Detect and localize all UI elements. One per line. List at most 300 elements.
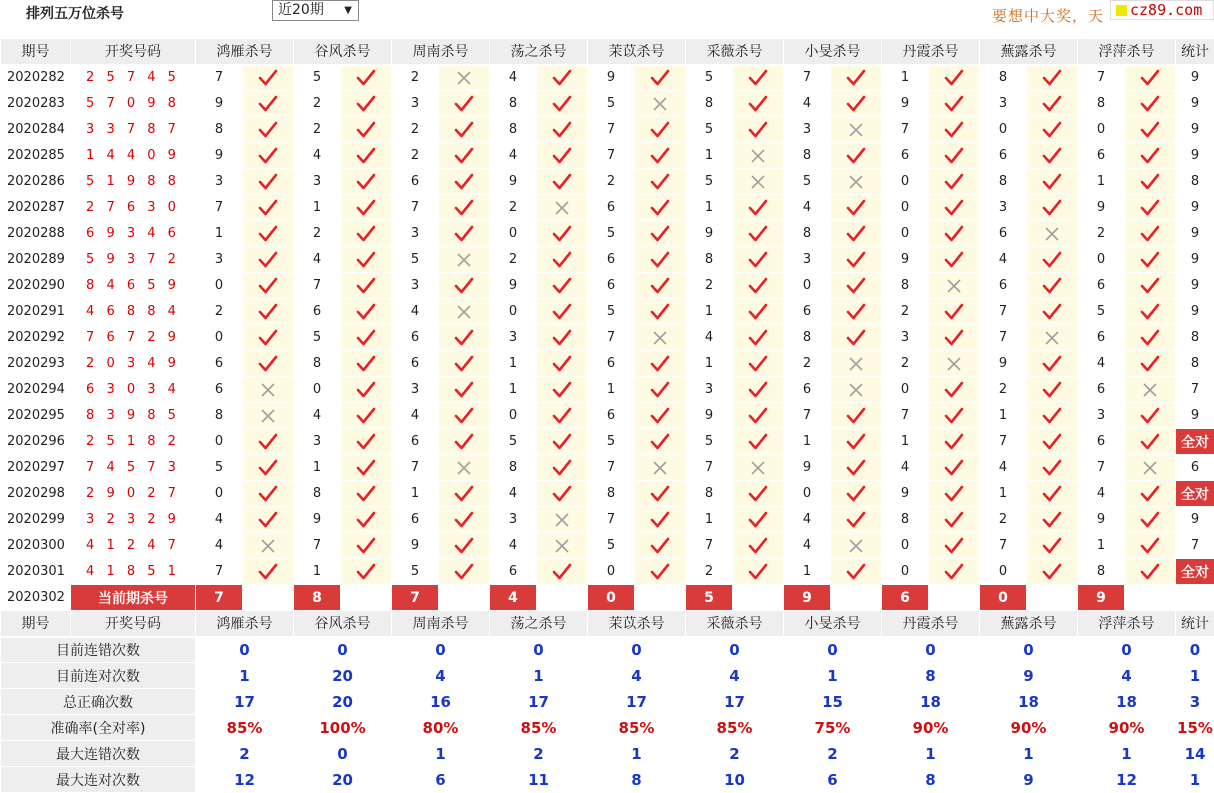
check-icon bbox=[356, 277, 376, 295]
check-icon bbox=[748, 433, 768, 451]
check-icon bbox=[356, 511, 376, 529]
result-mark-cell bbox=[1125, 429, 1176, 455]
result-mark-cell bbox=[733, 273, 784, 299]
result-mark-cell bbox=[929, 325, 980, 351]
kill-number-cell: 7 bbox=[1078, 65, 1125, 91]
kill-number-cell: 3 bbox=[392, 377, 439, 403]
kill-number-cell: 8 bbox=[686, 91, 733, 117]
check-icon bbox=[1140, 173, 1160, 191]
check-icon bbox=[1140, 69, 1160, 87]
kill-number-cell: 5 bbox=[588, 91, 635, 117]
result-mark-cell bbox=[341, 91, 392, 117]
summary-value: 3 bbox=[1176, 689, 1214, 715]
kill-number-cell: 4 bbox=[784, 91, 831, 117]
stat-cell: 9 bbox=[1176, 117, 1214, 143]
kill-number-cell: 6 bbox=[1078, 429, 1125, 455]
result-mark-cell bbox=[831, 117, 882, 143]
check-icon bbox=[258, 355, 278, 373]
cross-icon bbox=[260, 382, 276, 398]
current-period-row bbox=[1, 585, 1214, 611]
result-mark-cell bbox=[831, 455, 882, 481]
draw-number-cell: 5 1 9 8 8 bbox=[71, 169, 196, 195]
check-icon bbox=[356, 381, 376, 399]
result-mark-cell bbox=[733, 507, 784, 533]
result-mark-cell bbox=[635, 143, 686, 169]
check-icon bbox=[356, 407, 376, 425]
table-row bbox=[1, 117, 1214, 143]
kill-number-cell: 4 bbox=[392, 403, 439, 429]
check-icon bbox=[944, 485, 964, 503]
result-mark-cell bbox=[831, 195, 882, 221]
result-mark-cell bbox=[439, 507, 490, 533]
summary-value: 6 bbox=[392, 767, 490, 793]
kill-number-cell: 2 bbox=[980, 507, 1027, 533]
check-icon bbox=[846, 277, 866, 295]
draw-number-cell: 7 4 5 7 3 bbox=[71, 455, 196, 481]
logo-text: cz89.com bbox=[1130, 1, 1203, 19]
check-icon bbox=[846, 69, 866, 87]
header-expert: 浮萍杀号 bbox=[1078, 39, 1176, 65]
header-expert: 丹霞杀号 bbox=[882, 39, 980, 65]
cross-icon bbox=[456, 70, 472, 86]
result-mark-cell bbox=[537, 455, 588, 481]
kill-number-cell: 5 bbox=[294, 65, 341, 91]
kill-number-cell: 5 bbox=[1078, 299, 1125, 325]
kill-number-cell: 4 bbox=[980, 247, 1027, 273]
check-icon bbox=[258, 563, 278, 581]
issue-cell: 2020295 bbox=[1, 403, 71, 429]
result-mark-cell bbox=[1125, 377, 1176, 403]
check-icon bbox=[748, 121, 768, 139]
cross-icon bbox=[652, 330, 668, 346]
summary-value: 0 bbox=[196, 637, 294, 663]
kill-number-cell: 7 bbox=[588, 455, 635, 481]
kill-number-cell: 7 bbox=[882, 117, 929, 143]
table-row bbox=[1, 195, 1214, 221]
check-icon bbox=[552, 173, 572, 191]
result-mark-cell bbox=[1027, 143, 1078, 169]
result-mark-cell bbox=[635, 507, 686, 533]
check-icon bbox=[1042, 355, 1062, 373]
cross-icon bbox=[848, 122, 864, 138]
kill-number-cell: 0 bbox=[980, 117, 1027, 143]
cross-icon bbox=[456, 252, 472, 268]
summary-value: 8 bbox=[882, 663, 980, 689]
kill-number-cell: 9 bbox=[392, 533, 439, 559]
kill-number-cell: 6 bbox=[882, 143, 929, 169]
summary-value: 0 bbox=[392, 637, 490, 663]
kill-number-cell: 5 bbox=[784, 169, 831, 195]
kill-number-cell: 0 bbox=[490, 299, 537, 325]
result-mark-cell bbox=[831, 351, 882, 377]
check-icon bbox=[650, 537, 670, 555]
kill-number-cell: 8 bbox=[588, 481, 635, 507]
draw-number-cell: 5 9 3 7 2 bbox=[71, 247, 196, 273]
current-kill-number: 5 bbox=[686, 585, 733, 611]
kill-number-cell: 8 bbox=[882, 273, 929, 299]
result-mark-cell bbox=[1125, 247, 1176, 273]
draw-number-cell: 1 4 4 0 9 bbox=[71, 143, 196, 169]
result-mark-cell bbox=[1027, 65, 1078, 91]
blank-cell bbox=[929, 585, 980, 611]
check-icon bbox=[552, 433, 572, 451]
check-icon bbox=[552, 381, 572, 399]
stat-cell: 9 bbox=[1176, 247, 1214, 273]
result-mark-cell bbox=[439, 325, 490, 351]
current-kill-number: 8 bbox=[294, 585, 341, 611]
summary-label: 总正确次数 bbox=[1, 689, 196, 715]
result-mark-cell bbox=[733, 325, 784, 351]
result-mark-cell bbox=[243, 351, 294, 377]
kill-number-cell: 4 bbox=[490, 481, 537, 507]
result-mark-cell bbox=[635, 65, 686, 91]
check-icon bbox=[1140, 407, 1160, 425]
check-icon bbox=[1042, 173, 1062, 191]
result-mark-cell bbox=[243, 429, 294, 455]
summary-value: 15% bbox=[1176, 715, 1214, 741]
kill-number-cell: 6 bbox=[392, 169, 439, 195]
summary-value: 1 bbox=[1176, 767, 1214, 793]
check-icon bbox=[258, 95, 278, 113]
kill-number-cell: 3 bbox=[294, 169, 341, 195]
result-mark-cell bbox=[635, 455, 686, 481]
check-icon bbox=[650, 251, 670, 269]
summary-value: 1 bbox=[490, 663, 588, 689]
result-mark-cell bbox=[929, 221, 980, 247]
check-icon bbox=[454, 147, 474, 165]
issue-cell: 2020297 bbox=[1, 455, 71, 481]
kill-number-cell: 0 bbox=[588, 559, 635, 585]
period-select[interactable] bbox=[272, 0, 359, 21]
check-icon bbox=[1042, 95, 1062, 113]
check-icon bbox=[748, 303, 768, 321]
check-icon bbox=[552, 251, 572, 269]
result-mark-cell bbox=[1027, 481, 1078, 507]
check-icon bbox=[1042, 433, 1062, 451]
check-icon bbox=[748, 537, 768, 555]
check-icon bbox=[944, 329, 964, 347]
result-mark-cell bbox=[831, 299, 882, 325]
check-icon bbox=[454, 563, 474, 581]
check-icon bbox=[1140, 225, 1160, 243]
result-mark-cell bbox=[341, 351, 392, 377]
result-mark-cell bbox=[733, 299, 784, 325]
result-mark-cell bbox=[929, 403, 980, 429]
kill-number-cell: 8 bbox=[294, 481, 341, 507]
check-icon bbox=[258, 433, 278, 451]
kill-number-cell: 2 bbox=[490, 195, 537, 221]
result-mark-cell bbox=[733, 559, 784, 585]
result-mark-cell bbox=[929, 195, 980, 221]
check-icon bbox=[748, 329, 768, 347]
kill-number-cell: 4 bbox=[490, 143, 537, 169]
result-mark-cell bbox=[537, 143, 588, 169]
cross-icon bbox=[260, 538, 276, 554]
issue-cell: 2020302 bbox=[1, 585, 71, 611]
check-icon bbox=[356, 563, 376, 581]
result-mark-cell bbox=[733, 403, 784, 429]
draw-number-cell: 2 5 1 8 2 bbox=[71, 429, 196, 455]
check-icon bbox=[552, 407, 572, 425]
result-mark-cell bbox=[1125, 325, 1176, 351]
result-mark-cell bbox=[831, 65, 882, 91]
kill-number-cell: 7 bbox=[1078, 455, 1125, 481]
summary-value: 80% bbox=[392, 715, 490, 741]
check-icon bbox=[748, 69, 768, 87]
kill-number-cell: 5 bbox=[686, 429, 733, 455]
result-mark-cell bbox=[929, 507, 980, 533]
site-logo[interactable] bbox=[1110, 0, 1214, 20]
kill-number-cell: 5 bbox=[294, 325, 341, 351]
issue-cell: 2020290 bbox=[1, 273, 71, 299]
kill-number-cell: 7 bbox=[784, 65, 831, 91]
check-icon bbox=[258, 251, 278, 269]
kill-number-cell: 7 bbox=[196, 195, 243, 221]
stat-cell: 9 bbox=[1176, 195, 1214, 221]
check-icon bbox=[454, 225, 474, 243]
kill-number-cell: 8 bbox=[1078, 559, 1125, 585]
check-icon bbox=[1140, 251, 1160, 269]
result-mark-cell bbox=[341, 273, 392, 299]
result-mark-cell bbox=[1125, 299, 1176, 325]
result-mark-cell bbox=[1125, 91, 1176, 117]
check-icon bbox=[356, 485, 376, 503]
summary-row bbox=[1, 741, 1214, 767]
result-mark-cell bbox=[537, 429, 588, 455]
cross-icon bbox=[1044, 330, 1060, 346]
kill-number-cell: 6 bbox=[1078, 377, 1125, 403]
current-kill-number: 7 bbox=[196, 585, 243, 611]
kill-number-cell: 0 bbox=[784, 273, 831, 299]
result-mark-cell bbox=[439, 91, 490, 117]
kill-number-cell: 6 bbox=[980, 273, 1027, 299]
table-row bbox=[1, 533, 1214, 559]
result-mark-cell bbox=[243, 299, 294, 325]
summary-value: 0 bbox=[882, 637, 980, 663]
result-mark-cell bbox=[537, 403, 588, 429]
result-mark-cell bbox=[929, 273, 980, 299]
result-mark-cell bbox=[341, 481, 392, 507]
summary-value: 90% bbox=[1078, 715, 1176, 741]
result-mark-cell bbox=[243, 169, 294, 195]
result-mark-cell bbox=[243, 403, 294, 429]
draw-number-cell: 7 6 7 2 9 bbox=[71, 325, 196, 351]
issue-cell: 2020285 bbox=[1, 143, 71, 169]
check-icon bbox=[846, 459, 866, 477]
check-icon bbox=[1042, 277, 1062, 295]
kill-number-cell: 9 bbox=[882, 91, 929, 117]
result-mark-cell bbox=[243, 273, 294, 299]
check-icon bbox=[552, 69, 572, 87]
check-icon bbox=[748, 95, 768, 113]
check-icon bbox=[356, 147, 376, 165]
result-mark-cell bbox=[831, 143, 882, 169]
kill-number-cell: 1 bbox=[882, 65, 929, 91]
summary-value: 12 bbox=[1078, 767, 1176, 793]
kill-number-cell: 4 bbox=[1078, 481, 1125, 507]
kill-number-cell: 9 bbox=[882, 481, 929, 507]
cross-icon bbox=[848, 538, 864, 554]
result-mark-cell bbox=[1027, 325, 1078, 351]
result-mark-cell bbox=[341, 117, 392, 143]
result-mark-cell bbox=[243, 247, 294, 273]
kill-number-cell: 2 bbox=[196, 299, 243, 325]
cross-icon bbox=[1142, 460, 1158, 476]
result-mark-cell bbox=[439, 559, 490, 585]
check-icon bbox=[454, 433, 474, 451]
summary-value: 2 bbox=[784, 741, 882, 767]
result-mark-cell bbox=[243, 117, 294, 143]
table-row bbox=[1, 351, 1214, 377]
result-mark-cell bbox=[733, 195, 784, 221]
result-mark-cell bbox=[439, 273, 490, 299]
summary-value: 0 bbox=[1176, 637, 1214, 663]
check-icon bbox=[552, 277, 572, 295]
kill-number-cell: 7 bbox=[392, 455, 439, 481]
result-mark-cell bbox=[1027, 91, 1078, 117]
kill-number-cell: 2 bbox=[784, 351, 831, 377]
table-row bbox=[1, 143, 1214, 169]
table-row bbox=[1, 247, 1214, 273]
draw-number-cell: 3 3 7 8 7 bbox=[71, 117, 196, 143]
summary-value: 0 bbox=[686, 637, 784, 663]
summary-label: 准确率(全对率) bbox=[1, 715, 196, 741]
kill-number-cell: 6 bbox=[980, 143, 1027, 169]
kill-number-cell: 8 bbox=[490, 117, 537, 143]
draw-number-cell: 2 0 3 4 9 bbox=[71, 351, 196, 377]
stat-cell: 7 bbox=[1176, 377, 1214, 403]
kill-number-cell: 8 bbox=[196, 117, 243, 143]
check-icon bbox=[748, 407, 768, 425]
result-mark-cell bbox=[537, 481, 588, 507]
result-mark-cell bbox=[635, 533, 686, 559]
check-icon bbox=[356, 225, 376, 243]
kill-number-cell: 6 bbox=[196, 377, 243, 403]
summary-value: 0 bbox=[784, 637, 882, 663]
result-mark-cell bbox=[439, 169, 490, 195]
result-mark-cell bbox=[733, 533, 784, 559]
result-mark-cell bbox=[439, 429, 490, 455]
check-icon bbox=[944, 459, 964, 477]
kill-number-cell: 6 bbox=[294, 299, 341, 325]
kill-number-cell: 3 bbox=[490, 507, 537, 533]
kill-number-cell: 3 bbox=[392, 273, 439, 299]
issue-cell: 2020282 bbox=[1, 65, 71, 91]
kill-number-cell: 1 bbox=[392, 481, 439, 507]
summary-value: 16 bbox=[392, 689, 490, 715]
table-row bbox=[1, 403, 1214, 429]
header-expert: 谷风杀号 bbox=[294, 611, 392, 637]
kill-number-cell: 4 bbox=[392, 299, 439, 325]
result-mark-cell bbox=[243, 221, 294, 247]
current-kill-number: 0 bbox=[588, 585, 635, 611]
check-icon bbox=[1042, 147, 1062, 165]
kill-number-cell: 1 bbox=[196, 221, 243, 247]
result-mark-cell bbox=[341, 299, 392, 325]
blank-cell bbox=[341, 585, 392, 611]
draw-number-cell: 4 6 8 8 4 bbox=[71, 299, 196, 325]
stat-cell: 8 bbox=[1176, 169, 1214, 195]
check-icon bbox=[454, 95, 474, 113]
summary-label: 目前连对次数 bbox=[1, 663, 196, 689]
check-icon bbox=[846, 485, 866, 503]
blank-cell bbox=[243, 585, 294, 611]
kill-number-cell: 4 bbox=[294, 247, 341, 273]
summary-value: 85% bbox=[490, 715, 588, 741]
kill-number-cell: 3 bbox=[784, 247, 831, 273]
result-mark-cell bbox=[341, 403, 392, 429]
result-mark-cell bbox=[537, 195, 588, 221]
result-mark-cell bbox=[1125, 455, 1176, 481]
cross-icon bbox=[1044, 226, 1060, 242]
kill-number-cell: 5 bbox=[686, 117, 733, 143]
result-mark-cell bbox=[1125, 559, 1176, 585]
stat-cell: 7 bbox=[1176, 533, 1214, 559]
result-mark-cell bbox=[341, 65, 392, 91]
draw-number-cell: 2 9 0 2 7 bbox=[71, 481, 196, 507]
result-mark-cell bbox=[537, 65, 588, 91]
header-expert: 采薇杀号 bbox=[686, 39, 784, 65]
result-mark-cell bbox=[831, 273, 882, 299]
kill-number-cell: 5 bbox=[196, 455, 243, 481]
check-icon bbox=[552, 485, 572, 503]
result-mark-cell bbox=[341, 169, 392, 195]
draw-number-cell: 2 7 6 3 0 bbox=[71, 195, 196, 221]
check-icon bbox=[1042, 407, 1062, 425]
cross-icon bbox=[260, 408, 276, 424]
kill-number-cell: 3 bbox=[392, 91, 439, 117]
result-mark-cell bbox=[635, 299, 686, 325]
check-icon bbox=[748, 225, 768, 243]
summary-value: 18 bbox=[882, 689, 980, 715]
chevron-down-icon: ▼ bbox=[344, 5, 352, 16]
kill-number-cell: 3 bbox=[490, 325, 537, 351]
kill-number-cell: 6 bbox=[588, 273, 635, 299]
issue-cell: 2020298 bbox=[1, 481, 71, 507]
result-mark-cell bbox=[243, 455, 294, 481]
kill-number-cell: 8 bbox=[980, 169, 1027, 195]
summary-value: 20 bbox=[294, 767, 392, 793]
cross-icon bbox=[750, 148, 766, 164]
result-mark-cell bbox=[1027, 403, 1078, 429]
result-mark-cell bbox=[1027, 351, 1078, 377]
result-mark-cell bbox=[1125, 195, 1176, 221]
result-mark-cell bbox=[929, 91, 980, 117]
current-kill-number: 4 bbox=[490, 585, 537, 611]
result-mark-cell bbox=[1027, 221, 1078, 247]
stat-cell: 9 bbox=[1176, 507, 1214, 533]
result-mark-cell bbox=[635, 221, 686, 247]
result-mark-cell bbox=[929, 377, 980, 403]
summary-value: 8 bbox=[588, 767, 686, 793]
result-mark-cell bbox=[537, 559, 588, 585]
result-mark-cell bbox=[1125, 351, 1176, 377]
check-icon bbox=[650, 303, 670, 321]
result-mark-cell bbox=[1125, 533, 1176, 559]
header-draw: 开奖号码 bbox=[71, 611, 196, 637]
check-icon bbox=[748, 563, 768, 581]
summary-value: 18 bbox=[980, 689, 1078, 715]
draw-number-cell: 3 2 3 2 9 bbox=[71, 507, 196, 533]
check-icon bbox=[356, 303, 376, 321]
summary-value: 8 bbox=[882, 767, 980, 793]
summary-value: 10 bbox=[686, 767, 784, 793]
check-icon bbox=[258, 459, 278, 477]
kill-number-cell: 4 bbox=[784, 195, 831, 221]
header-expert: 谷风杀号 bbox=[294, 39, 392, 65]
kill-number-cell: 9 bbox=[294, 507, 341, 533]
summary-value: 20 bbox=[294, 689, 392, 715]
